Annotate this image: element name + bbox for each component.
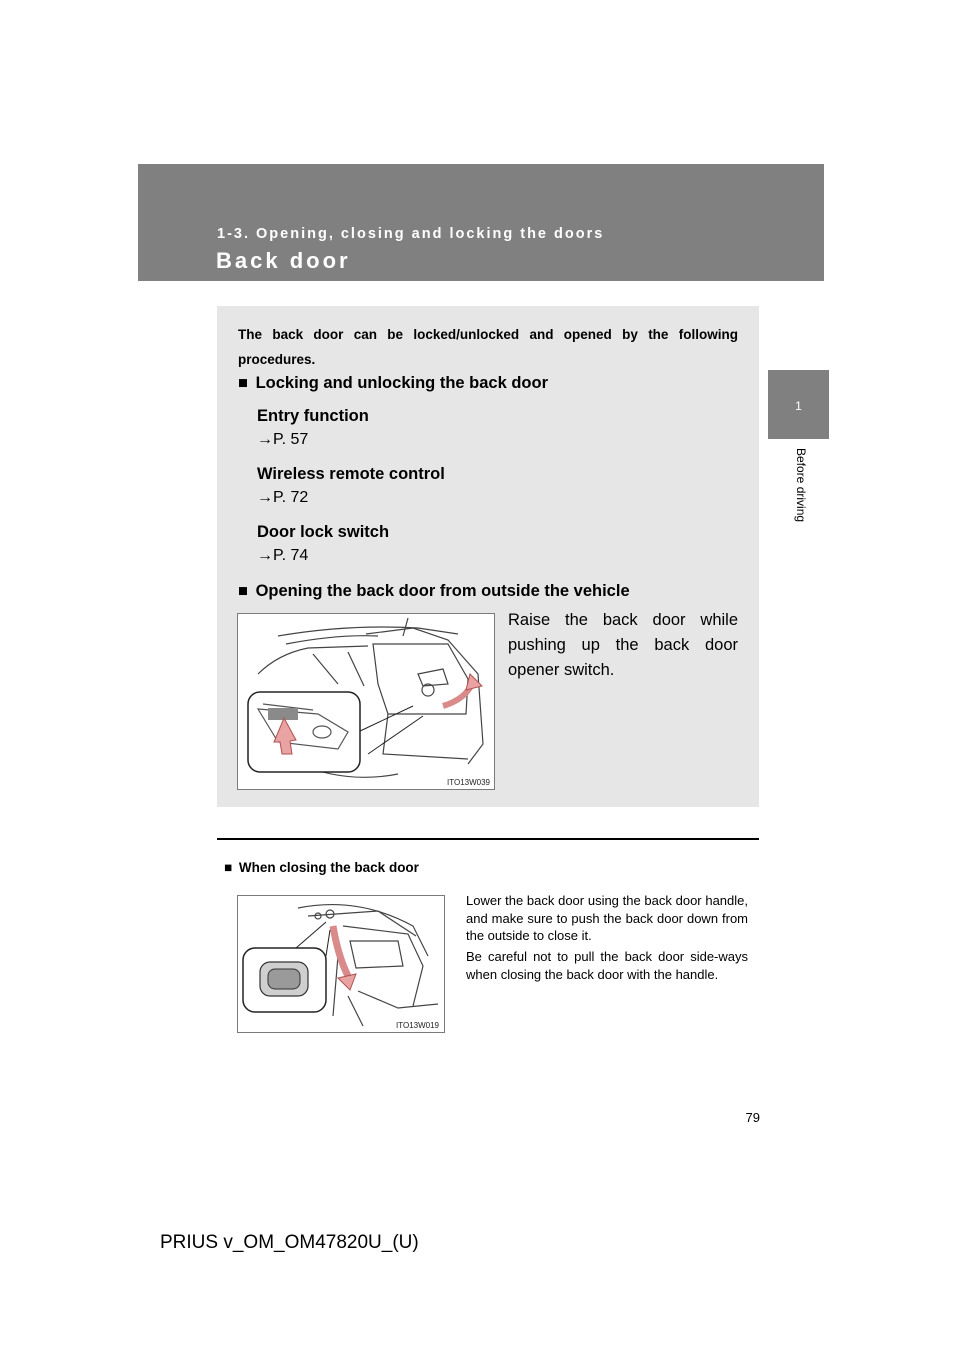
wireless-remote-ref[interactable]: →P. 72 bbox=[257, 489, 309, 506]
page-number: 79 bbox=[745, 1110, 760, 1125]
intro-text: The back door can be locked/unlocked and opened by the following procedures. bbox=[238, 327, 738, 367]
note-heading bbox=[224, 860, 419, 875]
square-bullet-icon: ■ bbox=[224, 860, 233, 875]
entry-function-ref[interactable]: →P. 57 bbox=[257, 431, 309, 448]
section-label: 1-3. Opening, closing and locking the doors bbox=[217, 226, 605, 242]
entry-function-title: Entry function bbox=[257, 407, 369, 425]
chapter-tab bbox=[768, 370, 829, 439]
subsection-title: Locking and unlocking the back door bbox=[255, 374, 549, 392]
opening-instructions: Raise the back door while pushing up the back door opener switch. bbox=[508, 611, 738, 679]
note-paragraph: Lower the back door using the back door handle, and make sure to push the back door down from the outside to close it. bbox=[466, 893, 748, 943]
square-bullet-icon: ■ bbox=[238, 374, 248, 392]
back-door-opener-illustration bbox=[237, 613, 495, 790]
chapter-label: Before driving bbox=[794, 448, 808, 523]
subsection-opening bbox=[238, 582, 630, 601]
footer-document-code: PRIUS v_OM_OM47820U_(U) bbox=[160, 1232, 419, 1253]
chapter-number: 1 bbox=[795, 399, 802, 413]
closing-back-door-illustration bbox=[237, 895, 445, 1033]
figure-code: ITO13W019 bbox=[396, 1021, 439, 1030]
wireless-remote-title: Wireless remote control bbox=[257, 465, 445, 483]
divider bbox=[217, 838, 759, 840]
door-lock-switch-ref[interactable]: →P. 74 bbox=[257, 547, 309, 564]
note-title: When closing the back door bbox=[238, 860, 419, 875]
note-paragraph: Be careful not to pull the back door side-ways when closing the back door with the handle. bbox=[466, 949, 748, 982]
square-bullet-icon: ■ bbox=[238, 582, 248, 600]
door-lock-switch-title: Door lock switch bbox=[257, 523, 390, 541]
subsection-locking bbox=[238, 374, 548, 393]
figure-code: ITO13W039 bbox=[447, 778, 490, 787]
page-title: Back door bbox=[216, 248, 351, 273]
subsection-title: Opening the back door from outside the vehicle bbox=[255, 582, 630, 600]
